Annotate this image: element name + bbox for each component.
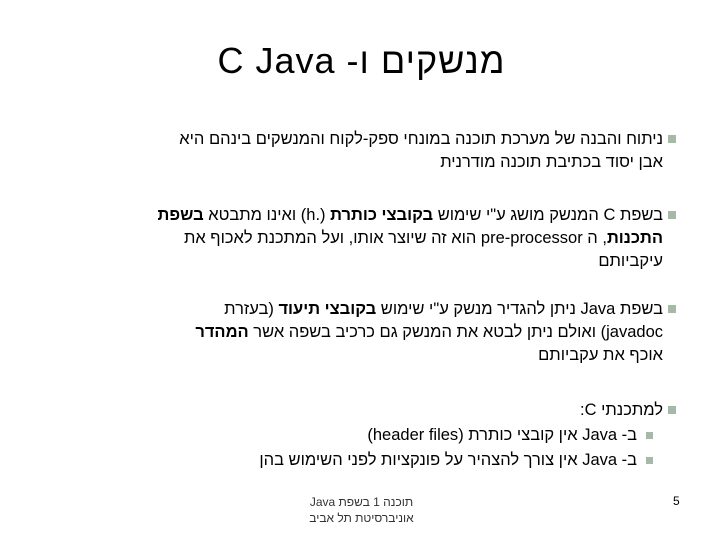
bullet-4-line-1: למתכנתי C:: [579, 401, 663, 419]
bullet-marker: [668, 135, 676, 143]
sub-bullet-marker: [646, 432, 653, 439]
bullet-3-text: [195, 298, 663, 367]
bullet-marker: [668, 211, 676, 219]
sub-bullet-marker: [646, 457, 653, 464]
bullet-2-line-2: התכנות, ה pre-processor הוא זה שיוצר אותו, ועל המתכנת לאכוף את: [183, 229, 663, 247]
bullet-1-text: [179, 128, 663, 174]
bullet-3-line-2: javadoc) ואולם ניתן לבטא את המנשק גם כרכיב בשפה אשר המהדר: [195, 323, 663, 341]
sub-bullet-2-text: ב- Java אין צורך להצהיר על פונקציות לפני השימוש בהן: [259, 451, 637, 469]
page-number: 5: [673, 494, 680, 508]
sub-bullet-1-text: ב- Java אין קובצי כותרת (header files): [367, 426, 637, 444]
slide-footer: [0, 494, 723, 526]
bullet-marker: [668, 406, 676, 414]
bullet-1-line-1: ניתוח והבנה של מערכת תוכנה במונחי ספק-לקוח והמנשקים בינהם היא: [179, 130, 663, 148]
bullet-4-text: [580, 399, 663, 422]
bullet-2-line-3: עיקביותם: [598, 252, 663, 270]
bullet-2-text: [158, 204, 663, 273]
bullet-1-line-2: אבן יסוד בכתיבת תוכנה מודרנית: [440, 153, 663, 171]
bullet-2-line-1: בשפת C המנשק מושג ע"י שימוש בקובצי כותרת (.h) ואינו מתבטא בשפת: [157, 206, 663, 224]
bullet-marker: [668, 305, 676, 313]
slide-title: מנשקים ו- C Java: [217, 40, 506, 81]
footer-course: תוכנה 1 בשפת Java: [309, 495, 414, 509]
bullet-3-line-3: אוכף את עקביותם: [538, 346, 663, 364]
footer-university: אוניברסיטת תל אביב: [309, 511, 414, 525]
bullet-3-line-1: בשפת Java ניתן להגדיר מנשק ע"י שימוש בקובצי תיעוד (בעזרת: [224, 300, 663, 318]
